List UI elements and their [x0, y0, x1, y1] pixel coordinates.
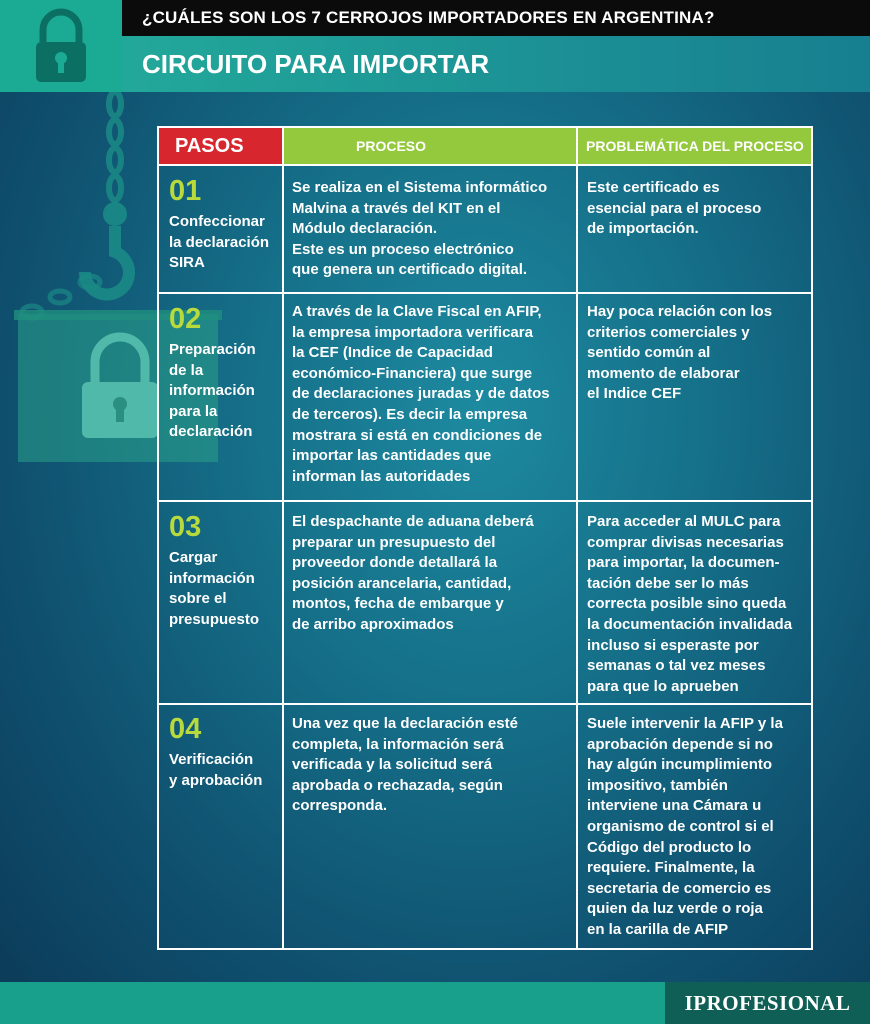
table-row-step: [169, 176, 281, 274]
table-row-step: [169, 714, 281, 791]
header-icon-box: [0, 0, 122, 92]
table-cell-proceso: Se realiza en el Sistema informático Malvina a través del KIT en el Módulo declaración. Este es un proceso electrónico que genera un certificado digital.: [292, 179, 548, 279]
step-number: 02: [169, 303, 202, 335]
column-header-problematica: PROBLEMÁTICA DEL PROCESO: [578, 128, 811, 164]
step-number: 04: [169, 713, 202, 745]
step-title: Preparación de la información para la declaración: [169, 341, 256, 441]
table-cell-problematica: Hay poca relación con los criterios comerciales y sentido común al momento de elaborar el Indice CEF: [587, 303, 773, 403]
table-row-step: [169, 512, 281, 630]
table-row-step: [169, 304, 281, 443]
column-divider: [282, 128, 284, 948]
padlock-icon: [30, 8, 92, 84]
column-header-proceso: PROCESO: [284, 128, 576, 164]
step-title: Verificación y aprobación: [169, 751, 263, 789]
row-divider: [159, 703, 811, 705]
header-question: ¿CUÁLES SON LOS 7 CERROJOS IMPORTADORES EN ARGENTINA?: [122, 0, 870, 36]
table-cell-problematica: Suele intervenir la AFIP y la aprobación depende si no hay algún incumplimiento impositivo, también interviene una Cámara u organismo de control si el Código del producto lo requiere. Finalmente, la secretaria de comercio es quien da luz verde o roja en la carilla de AFIP: [587, 715, 783, 938]
column-header-pasos: PASOS: [159, 128, 282, 164]
step-number: 01: [169, 175, 202, 207]
row-divider: [159, 292, 811, 294]
import-steps-table: [157, 126, 813, 950]
step-number: 03: [169, 511, 202, 543]
row-divider: [159, 500, 811, 502]
table-cell-proceso: El despachante de aduana deberá preparar un presupuesto del proveedor donde detallará la posición arancelaria, cantidad, montos, fecha de embarque y de arribo aproximados: [292, 513, 534, 633]
table-cell-problematica: Para acceder al MULC para comprar divisas necesarias para importar, la documen- tación debe ser lo más correcta posible sino queda la documentación invalidada incluso si esperaste por semanas o tal vez meses para que lo aprueben: [587, 513, 793, 695]
brand-logo: IPROFESIONAL: [665, 982, 870, 1024]
table-cell-proceso: A través de la Clave Fiscal en AFIP, la empresa importadora verificara la CEF (Indice de Capacidad económico-Financiera) que surge de declaraciones juradas y de datos de terceros). Es decir la empresa mostrara si está en condiciones de importar las cantidades que informan las autoridades: [292, 303, 550, 485]
table-cell-problematica: Este certificado es esencial para el proceso de importación.: [587, 179, 762, 238]
table-cell-proceso: Una vez que la declaración esté completa, la información será verificada y la solicitud será aprobada o rechazada, según corresponda.: [292, 715, 518, 815]
step-title: Cargar información sobre el presupuesto: [169, 549, 260, 628]
step-title: Confeccionar la declaración SIRA: [169, 213, 270, 272]
column-divider: [576, 128, 578, 948]
page-title: CIRCUITO PARA IMPORTAR: [122, 36, 870, 92]
row-divider: [159, 164, 811, 166]
